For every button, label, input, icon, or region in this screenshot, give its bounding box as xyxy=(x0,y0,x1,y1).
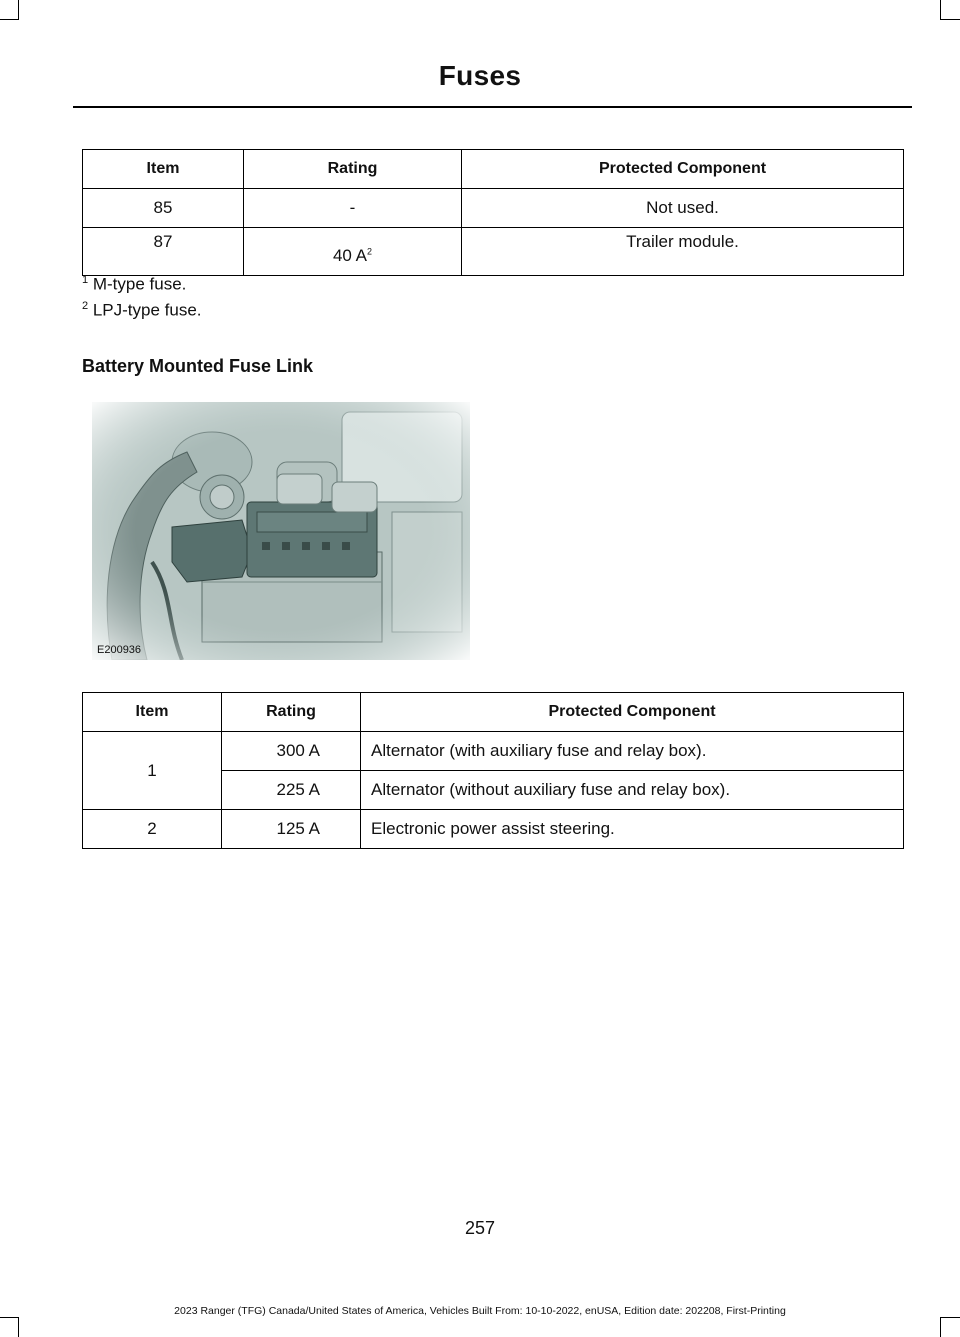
crop-mark xyxy=(941,1317,960,1318)
rating-cell: 225 A xyxy=(222,771,361,810)
component-cell: Not used. xyxy=(462,189,904,228)
rating-cell: 300 A xyxy=(222,732,361,771)
crop-mark xyxy=(940,0,941,20)
column-header-item: Item xyxy=(83,150,244,189)
footnote xyxy=(82,274,186,295)
component-cell: Trailer module. xyxy=(462,228,904,276)
rating-value: 40 A xyxy=(332,246,368,265)
page-number: 257 xyxy=(464,1218,496,1238)
column-header-component: Protected Component xyxy=(462,150,904,189)
rating-cell: - xyxy=(244,189,462,228)
component-cell: Alternator (without auxiliary fuse and relay box). xyxy=(361,771,904,810)
component-cell: Alternator (with auxiliary fuse and relay box). xyxy=(361,732,904,771)
footnote-text: LPJ-type fuse. xyxy=(88,300,202,320)
page-footer: 2023 Ranger (TFG) Canada/United States of America, Vehicles Built From: 10-10-2022, enUSA, Edition date: 202208, First-Printing xyxy=(174,1305,786,1317)
item-cell: 87 xyxy=(83,228,244,276)
rating-cell: 125 A xyxy=(222,810,361,849)
column-header-component: Protected Component xyxy=(361,693,904,732)
engine-bay-drawing xyxy=(92,402,470,660)
crop-mark xyxy=(18,0,19,20)
item-cell: 1 xyxy=(83,732,222,810)
crop-mark xyxy=(940,1317,941,1337)
component-cell: Electronic power assist steering. xyxy=(361,810,904,849)
rating-cell xyxy=(244,228,462,276)
item-cell: 2 xyxy=(83,810,222,849)
crop-mark xyxy=(941,19,960,20)
table-row xyxy=(83,810,904,849)
table-row xyxy=(83,228,904,276)
fuse-table-upper xyxy=(82,149,904,276)
footnote-reference: 2 xyxy=(367,246,373,257)
figure-code: E200936 xyxy=(97,644,142,656)
footnote xyxy=(82,300,202,321)
column-header-item: Item xyxy=(83,693,222,732)
column-header-rating: Rating xyxy=(222,693,361,732)
crop-mark xyxy=(0,1317,19,1318)
table-row xyxy=(83,189,904,228)
column-header-rating: Rating xyxy=(244,150,462,189)
footnote-number: 2 xyxy=(82,300,89,312)
crop-mark xyxy=(0,19,19,20)
footnote-number: 1 xyxy=(82,274,89,286)
page-title: Fuses xyxy=(438,60,522,91)
item-cell: 85 xyxy=(83,189,244,228)
table-header-row xyxy=(83,693,904,732)
footnote-text: M-type fuse. xyxy=(88,274,187,294)
crop-mark xyxy=(18,1317,19,1337)
battery-fuse-link-illustration xyxy=(92,402,470,660)
section-heading: Battery Mounted Fuse Link xyxy=(82,356,314,376)
header-rule xyxy=(73,106,912,108)
fuse-link-table xyxy=(82,692,904,849)
table-row xyxy=(83,732,904,771)
table-header-row xyxy=(83,150,904,189)
